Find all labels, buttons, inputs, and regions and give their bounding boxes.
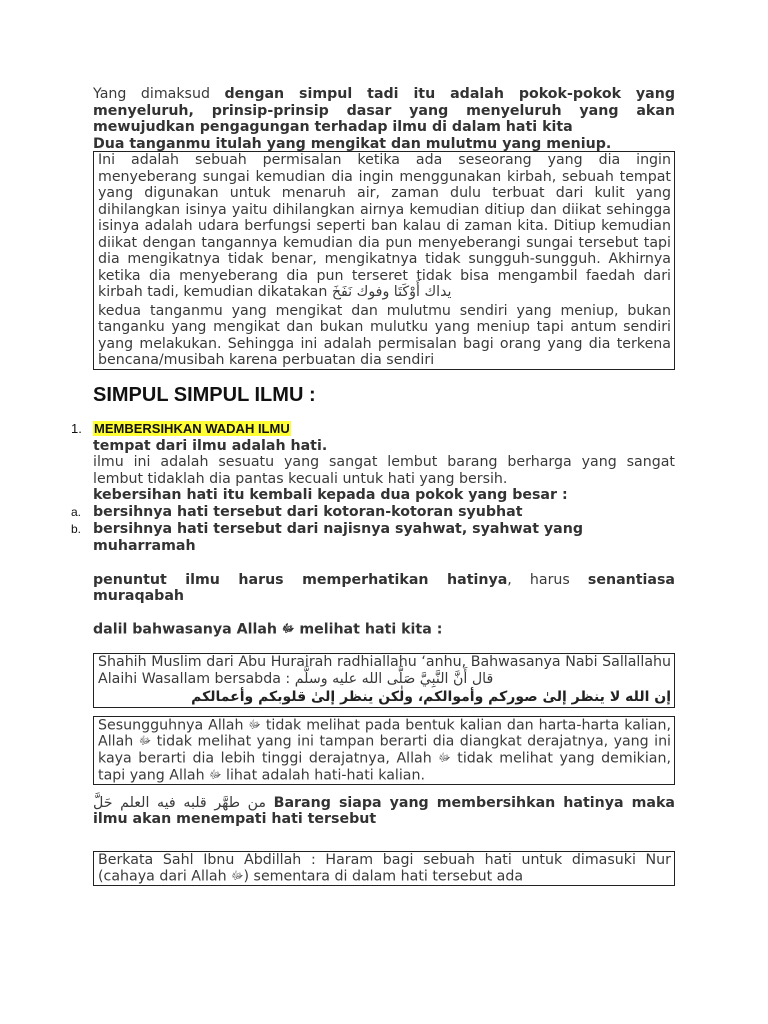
allah-glyph-icon: ﷻ: [438, 751, 451, 765]
list-number: 1.: [71, 420, 82, 436]
hadith-translation-box: [93, 716, 675, 785]
arabic-proverb: يداك أَوْكَتَا وفوك نَفَخَ: [331, 284, 452, 300]
kirbah-text: Ini adalah sebuah permisalan ketika ada seseorang yang dia ingin menyeberang sungai kemudian dia ingin menggunakan kirbah, sebuah tempat yang digunakan untuk menaruh air, zaman dulu terbuat dari kulit yang dihilangkan isinya yaitu dihilangkan airnya kemudian ditiup dan diikat sehingga isinya adalah udara berfungsi seperti ban kalau di zaman kita. Ditiup kemudian diikat dengan tangannya kemudian dia pun menyeberangi sungai tersebut tapi dia mengikatnya tidak benar, mengikatnya tidak sungguh-sungguh. Akhirnya ketika dia menyeberang dia pun terseret tidak bisa mengambil faedah dari kirbah tadi, kemudian dikatakan: [98, 152, 671, 300]
bold-text: senantiasa muraqabah: [93, 571, 675, 604]
page-content: [71, 86, 675, 886]
t3: tidak melihat yang ini tampan berarti dia diangkat derajatnya, yang ini kaya berarti dia lebih tinggi derajatnya, Allah: [98, 733, 671, 767]
hadith-source-text: Shahih Muslim dari Abu Hurairah radhiallahu ‘anhu, Bahwasanya Nabi Sallallahu Alaihi Wasallam bersabda :: [98, 654, 671, 687]
t2: tidak melihat pada bentuk kalian dan harta-harta kalian, Allah: [98, 716, 671, 750]
allah-glyph-icon: ﷻ: [231, 869, 244, 883]
dalil-line: [93, 621, 675, 638]
s2: ) sementara di dalam hati tersebut ada: [243, 868, 524, 885]
hadith-source: [98, 654, 671, 687]
allah-glyph-icon: ﷻ: [281, 621, 295, 635]
kirbah-explanation-box: [93, 151, 675, 370]
sub-text: bersihnya hati tersebut dari najisnya syahwat, syahwat yang muharramah: [93, 520, 583, 554]
sub-letter: b.: [71, 521, 82, 536]
item-line-2: ilmu ini adalah sesuatu yang sangat lembut barang berharga yang sangat lembut tidaklah dia pantas kecuali untuk hati yang bersih.: [93, 454, 675, 487]
allah-glyph-icon: ﷻ: [138, 734, 152, 748]
sub-text: bersihnya hati tersebut dari kotoran-kotoran syubhat: [93, 503, 523, 520]
allah-glyph-icon: ﷻ: [248, 717, 261, 731]
allah-glyph-icon: ﷻ: [209, 767, 222, 781]
list-item-1: [47, 421, 675, 436]
translation-text: [98, 717, 671, 784]
bold-text: penuntut ilmu harus memperhatikan hatinya: [93, 571, 508, 588]
dalil-post: melihat hati kita :: [294, 620, 443, 637]
t4: tidak melihat yang demikian, tapi yang Allah: [98, 750, 671, 784]
arabic-quote: من طهَّر قلبه فيه العلم حَلَّ: [93, 794, 267, 811]
dalil-pre: dalil bahwasanya Allah: [93, 620, 282, 637]
item-line-1: tempat dari ilmu adalah hati.: [93, 437, 328, 454]
intro-bold: dengan simpul tadi itu adalah pokok-pokok yang menyeluruh, prinsip-prinsip dasar yang menyeluruh yang akan mewujudkan pengagungan terhadap ilmu di dalam hati kita: [93, 86, 675, 135]
item-line-3: kebersihan hati itu kembali kepada dua pokok yang besar :: [93, 487, 568, 503]
muraqabah-paragraph: [93, 572, 675, 605]
kirbah-paragraph: [98, 152, 671, 301]
sub-letter: a.: [71, 504, 82, 519]
arabic-hadith: إن الله لا ينظر إلىٰ صوركم وأموالكم، ولٰكن ينظر إلىٰ قلوبكم وأعمالكم: [191, 689, 671, 706]
normal-text: , harus: [507, 571, 588, 588]
sahl-text: [98, 852, 671, 885]
kirbah-paragraph-2: kedua tanganmu yang mengikat dan mulutmu sendiri yang meniup, bukan tanganku yang mengikat dan bukan mulutku yang meniup tapi antum sendiri yang melakukan. Sehingga ini adalah permisalan bagi orang yang dia terkena bencana/musibah karena perbuatan dia sendiri: [98, 302, 671, 368]
section-heading: SIMPUL SIMPUL ILMU :: [93, 383, 316, 406]
t5: lihat adalah hati-hati kalian.: [221, 767, 425, 784]
highlighted-title: MEMBERSIHKAN WADAH ILMU: [94, 420, 290, 436]
sub-item-b: [47, 521, 675, 555]
sub-item-a: [47, 504, 675, 521]
sahl-quote-box: [93, 851, 675, 886]
s1: Berkata Sahl Ibnu Abdillah : Haram bagi sebuah hati untuk dimasuki Nur (cahaya dari Allah: [98, 851, 671, 885]
hadith-box: [93, 653, 675, 707]
quote-translation: Barang siapa yang membersihkan hatinya maka ilmu akan menempati hati tersebut: [93, 794, 675, 828]
quote-line: [93, 795, 675, 828]
arabic-intro: قال أَنَّ النَّبِيَّ صَلَّى الله عليه وسلَّم: [294, 670, 494, 687]
intro-lead: Yang dimaksud: [93, 86, 225, 102]
t1: Sesungguhnya Allah: [98, 716, 249, 733]
intro-paragraph: [93, 86, 675, 152]
intro-line2: Dua tanganmu itulah yang mengikat dan mulutmu yang meniup.: [93, 135, 612, 152]
